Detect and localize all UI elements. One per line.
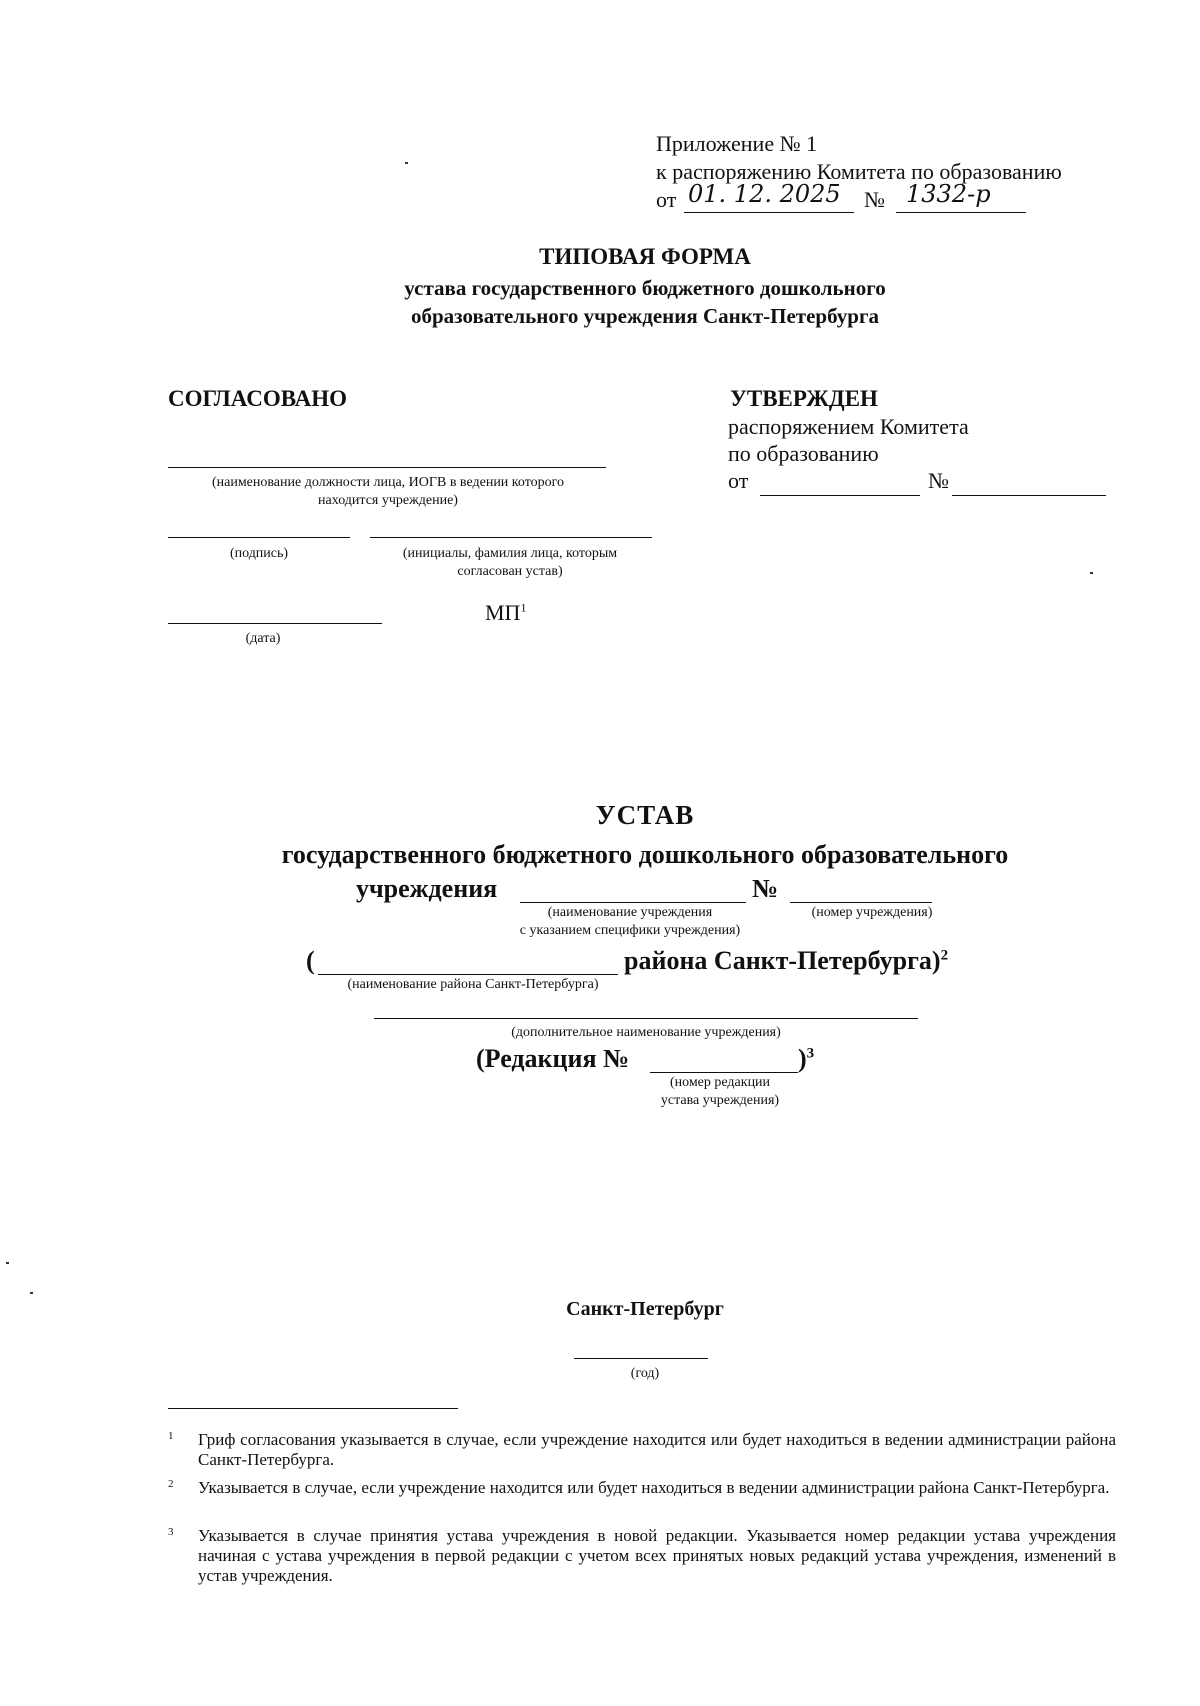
appendix-from-label: от	[656, 187, 677, 212]
date-caption: (дата)	[245, 631, 281, 646]
institution-name-caption	[480, 904, 780, 940]
date-underline	[684, 212, 854, 213]
district-text	[624, 946, 948, 976]
edition-caption-line2: устава учреждения)	[660, 1093, 780, 1108]
footnote-3-text: Указывается в случае принятия устава учреждения в новой редакции. Указывается номер редакции устава учреждения начиная с устава учреждения в первой редакции с учетом всех принятых новых редакций устава учреждения, изменений в устав учреждения.	[198, 1526, 1116, 1585]
edition-label: (Редакция №	[476, 1044, 630, 1073]
institution-word: учреждения	[356, 874, 498, 903]
institution-number-sign: №	[752, 874, 779, 903]
footnote-2-number: 2	[168, 1478, 174, 1490]
footnote-1-number: 1	[168, 1430, 174, 1442]
appendix-number-label: №	[864, 187, 885, 212]
institution-name-caption-line1: (наименование учреждения	[547, 905, 713, 920]
footnote-2	[168, 1478, 1116, 1498]
appendix-date-number	[656, 180, 1062, 216]
scan-speck	[30, 1292, 33, 1294]
approved-number-label: №	[928, 468, 949, 493]
district-text-label: района Санкт-Петербурга)	[624, 946, 941, 975]
stamp-mark	[485, 600, 526, 626]
position-caption-line1: (наименование должности лица, ИОГВ в ведении которого	[211, 475, 565, 490]
scan-speck	[405, 162, 408, 164]
scan-speck	[1090, 572, 1093, 574]
date-line	[168, 623, 382, 624]
approved-label: УТВЕРЖДЕН	[730, 386, 878, 411]
edition-close-paren: )	[798, 1044, 807, 1073]
edition-close	[798, 1044, 814, 1074]
initials-caption-line1: (инициалы, фамилия лица, которым	[402, 546, 618, 561]
initials-caption	[360, 545, 660, 581]
signature-line	[168, 537, 350, 538]
year-caption: (год)	[630, 1366, 660, 1381]
city-name: Санкт-Петербург	[566, 1298, 724, 1320]
form-subtitle-1: устава государственного бюджетного дошкольного	[404, 276, 886, 300]
institution-number-caption: (номер учреждения)	[811, 905, 933, 920]
initials-caption-line2: согласован устав)	[457, 564, 563, 579]
edition-footnote-ref: 3	[806, 1045, 815, 1062]
institution-number-line	[790, 902, 932, 903]
district-name-line	[318, 974, 618, 975]
scan-speck	[6, 1262, 9, 1264]
institution-name-line	[520, 902, 746, 903]
footnote-1	[168, 1430, 1116, 1470]
handwritten-number: 1332-р	[906, 180, 991, 208]
year-line	[574, 1358, 708, 1359]
edition-caption-line1: (номер редакции	[669, 1075, 771, 1090]
signature-caption: (подпись)	[229, 546, 289, 561]
footnote-separator	[168, 1408, 458, 1409]
position-caption-line2: находится учреждение)	[318, 493, 458, 508]
edition-number-line	[650, 1072, 798, 1073]
stamp-footnote-ref: 1	[520, 600, 527, 615]
district-caption: (наименование района Санкт-Петербурга)	[347, 977, 599, 992]
appendix-title: Приложение № 1	[656, 131, 818, 156]
agreed-label: СОГЛАСОВАНО	[168, 386, 348, 411]
footnote-2-text: Указывается в случае, если учреждение находится или будет находиться в ведении администрации района Санкт-Петербурга.	[198, 1478, 1110, 1497]
position-caption	[168, 474, 608, 510]
number-underline	[896, 212, 1026, 213]
approved-from-label: от	[728, 468, 749, 493]
footnote-3	[168, 1526, 1116, 1586]
district-footnote-ref: 2	[940, 947, 949, 964]
approved-line2: по образованию	[728, 441, 879, 466]
form-title: ТИПОВАЯ ФОРМА	[539, 244, 751, 269]
appendix-block	[656, 130, 1062, 216]
footnote-3-number: 3	[168, 1526, 174, 1538]
edition-caption	[640, 1074, 800, 1110]
approved-number-line	[952, 495, 1106, 496]
approved-line1: распоряжением Комитета	[728, 414, 969, 439]
district-open-paren: (	[306, 946, 315, 975]
institution-name-caption-line2: с указанием специфики учреждения)	[519, 923, 741, 938]
additional-name-line	[374, 1018, 918, 1019]
charter-title: УСТАВ	[595, 800, 695, 830]
form-subtitle-2: образовательного учреждения Санкт-Петербурга	[410, 304, 880, 328]
charter-line1: государственного бюджетного дошкольного образовательного	[281, 840, 1009, 869]
approved-date-line	[760, 495, 920, 496]
footnote-1-text: Гриф согласования указывается в случае, если учреждение находится или будет находиться в ведении администрации района Санкт-Петербурга.	[198, 1430, 1116, 1469]
appendix-decree: к распоряжению Комитета по образованию	[656, 159, 1062, 184]
handwritten-date: 01. 12. 2025	[688, 180, 841, 208]
additional-name-caption: (дополнительное наименование учреждения)	[511, 1025, 781, 1040]
position-line	[168, 467, 606, 468]
initials-line	[370, 537, 652, 538]
stamp-text: МП	[485, 600, 521, 625]
